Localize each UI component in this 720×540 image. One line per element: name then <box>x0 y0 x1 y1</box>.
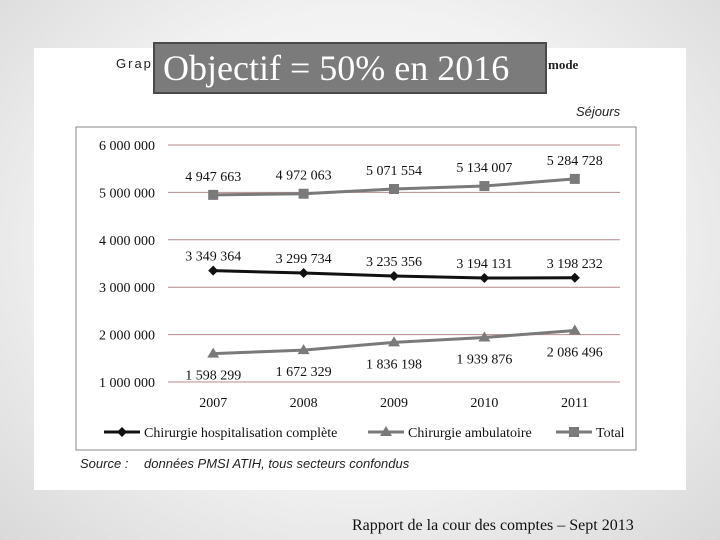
data-label: 4 972 063 <box>275 168 332 184</box>
data-point <box>570 174 580 184</box>
source-label: Source : <box>80 456 129 471</box>
x-tick-label: 2008 <box>289 396 318 411</box>
data-label: 3 194 131 <box>456 256 513 272</box>
data-point <box>570 273 580 283</box>
data-point <box>389 271 399 281</box>
x-tick-label: 2011 <box>561 396 589 411</box>
footer-citation: Rapport de la cour des comptes – Sept 2013 <box>352 517 634 534</box>
data-label: 1 672 329 <box>275 365 332 381</box>
legend-marker <box>117 427 127 437</box>
x-tick-label: 2010 <box>470 396 499 411</box>
unit-label: Séjours <box>576 104 621 119</box>
data-label: 3 299 734 <box>275 251 332 267</box>
y-tick-label: 3 000 000 <box>99 281 155 297</box>
data-label: 5 284 728 <box>546 153 603 169</box>
source-note <box>80 456 409 471</box>
data-point <box>479 181 489 191</box>
y-tick-label: 5 000 000 <box>99 186 155 202</box>
legend-label: Total <box>596 426 625 441</box>
data-point <box>299 189 309 199</box>
data-label: 4 947 663 <box>185 169 242 185</box>
graph-title-left: Grap <box>116 56 153 71</box>
data-label: 1 836 198 <box>366 357 422 373</box>
data-label: 3 235 356 <box>366 255 422 271</box>
objective-banner: Objectif = 50% en 2016 <box>153 42 547 94</box>
x-tick-label: 2007 <box>199 396 228 411</box>
x-tick-label: 2009 <box>380 396 408 411</box>
data-point <box>479 273 489 283</box>
data-point <box>208 190 218 200</box>
legend-marker <box>569 427 579 437</box>
source-text: données PMSI ATIH, tous secteurs confondus <box>144 456 410 471</box>
data-label: 3 198 232 <box>546 256 603 272</box>
legend-label: Chirurgie ambulatoire <box>408 426 532 441</box>
y-tick-label: 1 000 000 <box>99 376 155 391</box>
data-point <box>389 184 399 194</box>
data-label: 5 071 554 <box>366 164 422 180</box>
data-label: 1 939 876 <box>456 352 513 368</box>
y-tick-label: 6 000 000 <box>99 139 155 154</box>
data-point <box>208 266 218 276</box>
chart-frame <box>76 127 636 450</box>
y-tick-label: 2 000 000 <box>99 328 155 344</box>
data-label: 2 086 496 <box>546 345 603 361</box>
data-point <box>299 268 309 278</box>
y-tick-label: 4 000 000 <box>99 233 155 249</box>
data-label: 1 598 299 <box>185 368 242 384</box>
graph-title-right: mode <box>548 57 579 72</box>
legend-label: Chirurgie hospitalisation complète <box>144 426 338 441</box>
data-label: 5 134 007 <box>456 161 513 177</box>
data-label: 3 349 364 <box>185 249 242 265</box>
